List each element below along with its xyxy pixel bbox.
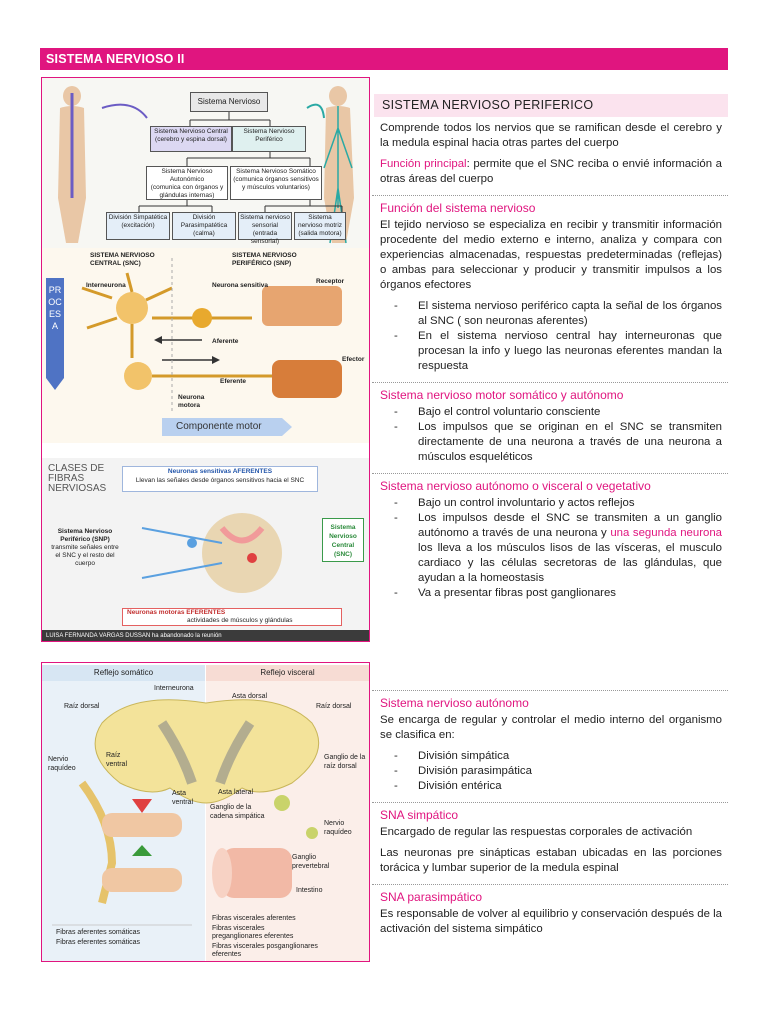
simpatico-paragraph-2: Las neuronas pre sinápticas estaban ubicadas en las porciones torácica y lumbar superior de la medula espinal [380,847,722,874]
neuron-receptor-label: Receptor [316,278,345,285]
snp-box [50,528,120,568]
label-prevertebral: Ganglio prevertebral [292,854,330,870]
list-item: - Los impulsos que se originan en el SNC se transmiten directamente de una neurona a través de una neurona a músculos esqueléticos [394,420,722,465]
label-dorsal-horn: Asta dorsal [232,693,268,700]
chart-parasympathetic: División Parasimpatética (calma) [172,212,236,240]
section-title-snp: SISTEMA NERVIOSO PERIFERICO [374,94,728,117]
legend-somatic-afferent: Fibras aferentes somáticas [56,929,141,936]
funcion-paragraph: El tejido nervioso se especializa en recibir y transmitir información procedente del medio externo e interno, analiza y compara con experiencias almacenadas, respuestas predeterminadas (reflejas) o ambas para seleccionar y producir y transmitir impulsos a los órganos efectores [380,219,722,291]
list-item: - División simpática [394,749,722,764]
text-span: Los impulsos desde el SNC se transmiten a un ganglio autónomo a través de una neurona y [418,512,722,539]
figure-reflex [41,662,370,962]
label-dorsal-root-2: Raíz dorsal [316,703,352,710]
autonomo-visceral-list [372,496,728,601]
section-title-funcion: Función del sistema nervioso [380,201,536,215]
figure-nervous-system [41,77,370,642]
page-title: SISTEMA NERVIOSO II [46,52,185,66]
label-spinal-nerve-2: Nervio raquídeo [324,820,352,836]
label-lateral-horn: Asta lateral [218,789,254,796]
snp-paragraph-1: Comprende todos los nervios que se ramifican desde el cerebro y la medula espinal hacia otras partes del cuerpo [380,122,722,149]
list-item [394,511,722,586]
snp-paragraph-2 [372,157,728,187]
chart-central: Sistema Nervioso Central (cerebro y espina dorsal) [150,126,232,152]
legend-visceral-postganglionic: Fibras viscerales posganglionares eferentes [212,943,318,958]
fiber-classes-image [42,458,369,642]
chart-motor: Sistema nervioso motriz (salida motora) [294,212,346,240]
section-title-autonomo-visceral: Sistema nervioso autónomo o visceral o vegetativo [380,479,651,493]
label-ventral-root: Raíz ventral [106,752,128,768]
snp-box-title: Sistema Nervioso Periférico (SNP) [57,528,113,543]
component-motor-label: Componente motor [176,421,262,432]
divider [372,473,728,474]
neuron-snp-label: SISTEMA NERVIOSO PERIFÉRICO (SNP) [232,252,297,267]
chart-root: Sistema Nervioso [190,92,268,112]
label-chain-ganglion: Ganglio de la cadena simpática [210,804,265,820]
label-ganglion-dorsal: Ganglio de la raíz dorsal [324,754,366,770]
divider [372,884,728,885]
reflex-header-visceral: Reflejo visceral [206,665,369,681]
autonomo-paragraph: Se encarga de regular y controlar el medio interno del organismo se clasifica en: [380,714,722,741]
chart-peripheral: Sistema Nervioso Periférico [232,126,306,152]
snc-box: Sistema Nervioso Central (SNC) [322,518,364,562]
motor-list [372,405,728,465]
neuron-interneuron-label: Interneurona [86,282,126,289]
neuron-sensory-label: Neurona sensitiva [212,282,268,289]
list-item: - División parasimpática [394,764,722,779]
neuron-afferent-label: Aferente [212,338,239,345]
legend-visceral-afferent: Fibras viscerales aferentes [212,915,296,922]
chart-sensory: Sistema nervioso sensorial (entrada sensorial) [238,212,292,240]
efferent-desc: actividades de músculos y glándulas [187,617,293,624]
funcion-list [372,299,728,374]
list-item: - Bajo el control voluntario consciente [394,405,722,420]
text-span: los lleva a los músculos lisos de las vísceras, el musculo cardiaco y las células secretoras de las glándulas, que ayudan a la homeostasis [418,542,722,584]
list-item: - El sistema nervioso periférico capta la señal de los órganos al SNC ( son neuronas aferentes) [394,299,722,329]
efferent-title: Neuronas motoras EFERENTES [127,609,226,616]
label-interneuron: Interneurona [154,685,194,692]
label-dorsal-root: Raíz dorsal [64,703,100,710]
highlight-span: una segunda neurona [610,527,723,539]
meeting-caption: LUISA FERNANDA VARGAS DUSSAN ha abandonado la reunión [42,630,369,642]
neuron-side-label: PROCESA [48,285,62,331]
section-title-simpatico: SNA simpático [380,808,459,822]
page-header [40,48,728,70]
divider [372,802,728,803]
afferent-title: Neuronas sensitivas AFERENTES [167,468,273,475]
section-title-parasimpatico: SNA parasimpático [380,890,483,904]
text-column-bottom [372,690,728,937]
classes-title: CLASES DE FIBRAS NERVIOSAS [48,463,107,494]
efferent-box [122,608,342,626]
section-title-motor: Sistema nervioso motor somático y autónomo [380,388,624,402]
snp-box-desc: transmite señales entre el SNC y el resto del cuerpo [51,544,119,567]
snp-function-text: : permite que el SNC reciba o envié información a otras áreas del cuerpo [380,158,722,185]
simpatico-paragraph-1: Encargado de regular las respuestas corporales de activación [380,826,693,838]
neuron-efferent-label: Eferente [220,378,247,385]
autonomo-list [372,749,728,794]
neuron-snc-label: SISTEMA NERVIOSO CENTRAL (SNC) [90,252,155,267]
legend-visceral-preganglionic: Fibras viscerales preganglionares eferentes [212,925,294,940]
neuron-effector-label: Efector [342,356,365,363]
list-item: - Bajo un control involuntario y actos reflejos [394,496,722,511]
component-motor-bar [42,412,369,442]
parasimpatico-paragraph: Es responsable de volver al equilibrio y conservación después de la activación del sistema simpático [380,908,722,935]
chart-sympathetic: División Simpatética (excitación) [106,212,170,240]
legend-somatic-efferent: Fibras eferentes somáticas [56,939,141,946]
label-spinal-nerve: Nervio raquídeo [48,756,76,772]
section-title-autonomo: Sistema nervioso autónomo [380,696,529,710]
list-item: - División entérica [394,779,722,794]
divider [372,195,728,196]
snp-function-label: Función principal [380,158,467,170]
label-intestine: Intestino [296,887,323,894]
chart-somatic: Sistema Nervioso Somático (comunica órganos sensitivos y músculos voluntarios) [230,166,322,200]
chart-autonomic: Sistema Nervioso Autonómico (comunica con órganos y glándulas internas) [146,166,228,200]
afferent-desc: Llevan las señales desde órganos sensitivos hacia el SNC [135,477,305,484]
divider [372,690,728,691]
org-chart-image [42,78,369,248]
reflex-header-somatic: Reflejo somático [42,665,205,681]
text-column-top [372,94,728,601]
list-item: - Va a presentar fibras post ganglionares [394,586,722,601]
label-ventral-horn: Asta ventral [172,790,194,806]
list-item: - En el sistema nervioso central hay interneuronas que procesan la info y luego las neuronas eferentes mandan la respuesta [394,329,722,374]
divider [372,382,728,383]
neuron-motor-label: Neurona motora [178,394,205,409]
